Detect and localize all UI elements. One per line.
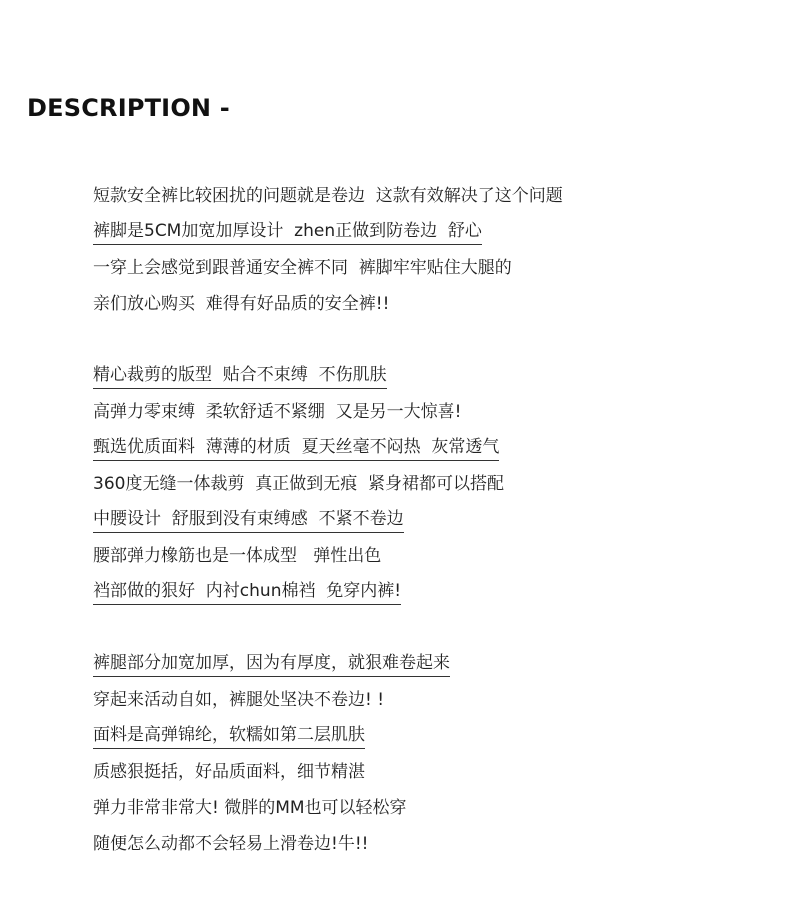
text-line	[93, 250, 773, 286]
paragraph-group-2	[93, 358, 773, 610]
text-line-label: 穿起来活动自如，裤腿处坚决不卷边! !	[93, 690, 385, 710]
text-line-label: 裤腿部分加宽加厚，因为有厚度，就狠难卷起来	[93, 651, 450, 677]
text-line-label: 亲们放心购买 难得有好品质的安全裤!!	[93, 294, 390, 314]
text-line-underlined	[93, 214, 773, 250]
text-line	[93, 466, 773, 502]
text-line-underlined	[93, 502, 773, 538]
text-line	[93, 538, 773, 574]
paragraph-gap	[93, 610, 773, 646]
text-line	[93, 826, 773, 862]
text-line-label: 精心裁剪的版型 贴合不束缚 不伤肌肤	[93, 363, 387, 389]
paragraph-group-3	[93, 646, 773, 862]
text-line-label: 甄选优质面料 薄薄的材质 夏天丝毫不闷热 灰常透气	[93, 435, 499, 461]
text-line-label: 短款安全裤比较困扰的问题就是卷边 这款有效解决了这个问题	[93, 186, 563, 206]
description-heading: DESCRIPTION -	[27, 94, 230, 122]
text-line	[93, 682, 773, 718]
paragraph-group-1	[93, 178, 773, 322]
text-line-label: 面料是高弹锦纶，软糯如第二层肌肤	[93, 723, 365, 749]
text-line-label: 弹力非常非常大! 微胖的MM也可以轻松穿	[93, 798, 407, 818]
text-line-label: 高弹力零束缚 柔软舒适不紧绷 又是另一大惊喜!	[93, 402, 462, 422]
text-line-label: 裤脚是5CM加宽加厚设计 zhen正做到防卷边 舒心	[93, 219, 482, 245]
text-line-label: 质感狠挺括，好品质面料，细节精湛	[93, 762, 365, 782]
text-line-underlined	[93, 574, 773, 610]
paragraph-gap	[93, 322, 773, 358]
text-line-underlined	[93, 430, 773, 466]
text-line	[93, 394, 773, 430]
text-line	[93, 790, 773, 826]
text-line-underlined	[93, 718, 773, 754]
text-line-underlined	[93, 358, 773, 394]
text-line-label: 随便怎么动都不会轻易上滑卷边!牛!!	[93, 834, 369, 854]
text-line	[93, 754, 773, 790]
text-line-underlined	[93, 646, 773, 682]
text-line-label: 一穿上会感觉到跟普通安全裤不同 裤脚牢牢贴住大腿的	[93, 258, 512, 278]
description-content	[93, 178, 773, 862]
text-line	[93, 178, 773, 214]
text-line	[93, 286, 773, 322]
text-line-label: 中腰设计 舒服到没有束缚感 不紧不卷边	[93, 507, 404, 533]
text-line-label: 腰部弹力橡筋也是一体成型 弹性出色	[93, 546, 382, 566]
text-line-label: 裆部做的狠好 内衬chun棉裆 免穿内裤!	[93, 579, 401, 605]
text-line-label: 360度无缝一体裁剪 真正做到无痕 紧身裙都可以搭配	[93, 474, 505, 494]
